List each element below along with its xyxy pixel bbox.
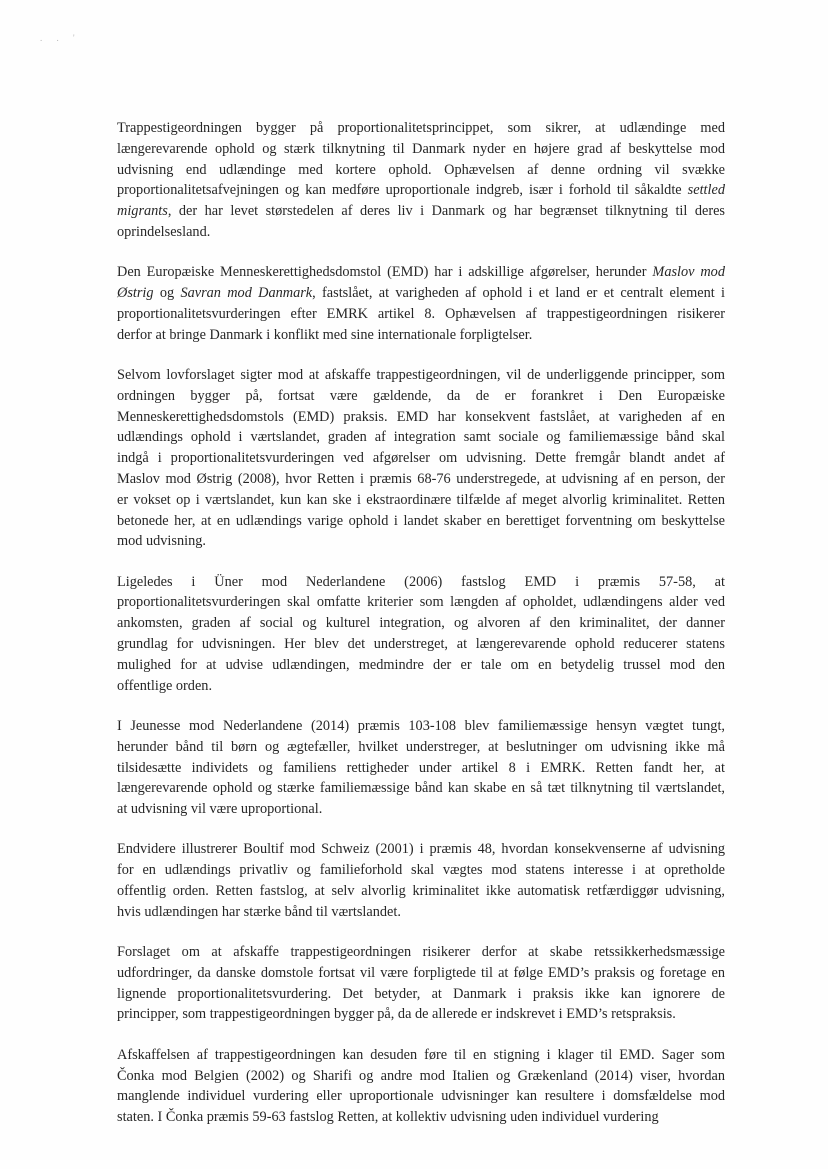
- text-segment: indgå i proportionalitetsvurderingen ved afgørelser om udvisning. Dette fremgår blandt andet af: [117, 450, 725, 467]
- text-segment: at udvisning vil være uproportional.: [117, 801, 323, 818]
- paragraph: [117, 1045, 725, 1128]
- text-line: [117, 963, 725, 984]
- text-line: [117, 592, 725, 613]
- text-segment: længerevarende ophold og stærk tilknytning til Danmark nyder en højere grad af beskyttelse mod: [117, 140, 725, 157]
- text-line: [117, 1107, 725, 1128]
- text-segment: proportionalitetsvurderingen efter EMRK artikel 8. Ophævelsen af trappestigeordningen risikerer: [117, 305, 725, 322]
- text-line: [117, 222, 725, 243]
- text-segment: derfor at bringe Danmark i konflikt med sine internationale forpligtelser.: [117, 326, 533, 343]
- text-line: [117, 304, 725, 325]
- text-segment: manglende individuel vurdering eller uproportionale udvisninger kan resultere i domsfældelse mod: [117, 1088, 725, 1105]
- text-segment: og: [153, 285, 181, 302]
- text-line: [117, 1004, 725, 1025]
- text-segment: mod udvisning.: [117, 533, 206, 550]
- text-segment: Den Europæiske Menneskerettighedsdomstol (EMD) har i adskillige afgørelser, herunder: [117, 264, 653, 281]
- text-segment: for en udlændings privatliv og familieforhold skal vægtes mod statens interesse i at opretholde: [117, 862, 725, 879]
- paragraph: [117, 572, 725, 697]
- text-line: [117, 139, 725, 160]
- scan-marks: . . ': [40, 33, 81, 43]
- text-line: [117, 860, 725, 881]
- text-line: [117, 160, 725, 181]
- text-segment: Čonka mod Belgien (2002) og Sharifi og andre mod Italien og Grækenland (2014) viser, hvordan: [117, 1067, 725, 1084]
- text-line: [117, 1045, 725, 1066]
- text-line: [117, 386, 725, 407]
- text-segment: offentlige orden.: [117, 677, 213, 694]
- text-line: [117, 839, 725, 860]
- text-line: [117, 902, 725, 923]
- text-segment: Trappestigeordningen bygger på proportionalitetsprincippet, som sikrer, at udlændinge med: [117, 120, 725, 136]
- text-line: [117, 634, 725, 655]
- text-line: [117, 262, 725, 283]
- text-line: [117, 737, 725, 758]
- text-segment: proportionalitetsafvejningen og kan medføre uproportionale indgreb, især i forhold til såkaldte: [117, 182, 688, 199]
- text-line: [117, 1086, 725, 1107]
- text-segment: udvisning end udlændinge med kortere ophold. Ophævelsen af denne ordning vil svække: [117, 161, 725, 178]
- text-line: [117, 984, 725, 1005]
- paragraph: [117, 262, 725, 345]
- text-segment: tilsidesætte individets og familiens rettigheder under artikel 8 i EMRK. Retten fandt her, at: [117, 759, 725, 776]
- text-segment: herunder bånd til børn og ægtefæller, hvilket understreger, at beslutninger om udvisning ikke må: [117, 738, 725, 755]
- text-segment: lignende proportionalitetsvurdering. Det betyder, at Danmark i praksis ikke kan ignorere de: [117, 985, 725, 1002]
- text-line: [117, 427, 725, 448]
- text-line: [117, 490, 725, 511]
- text-line: [117, 655, 725, 676]
- paragraph: [117, 118, 725, 243]
- text-line: [117, 942, 725, 963]
- text-segment: I Jeunesse mod Nederlandene (2014) præmis 103-108 blev familiemæssige hensyn vægtet tungt,: [117, 717, 725, 734]
- text-line: [117, 613, 725, 634]
- text-line: [117, 572, 725, 593]
- text-segment: er vokset op i værtslandet, kun kan ske i ekstraordinære tilfælde af meget alvorlig kriminalitet. Retten: [117, 491, 725, 508]
- text-line: [117, 365, 725, 386]
- text-segment: udfordringer, da danske domstole fortsat vil være forpligtede til at følge EMD’s praksis og foretage en: [117, 964, 725, 981]
- text-segment: grundlag for udvisningen. Her blev det understreget, at længerevarende ophold reducerer statens: [117, 636, 725, 653]
- text-segment: oprindelsesland.: [117, 223, 211, 240]
- text-line: [117, 531, 725, 552]
- text-line: [117, 716, 725, 737]
- text-segment: betonede her, at en udlændings varige ophold i landet skaber en berettiget forventning om beskyttelse: [117, 512, 725, 529]
- text-segment: Selvom lovforslaget sigter mod at afskaffe trappestigeordningen, vil de underliggende principper, som: [117, 366, 725, 383]
- paragraph: [117, 839, 725, 922]
- text-segment: proportionalitetsvurderingen skal omfatte kriterier som længden af opholdet, udlændingens alder ved: [117, 594, 725, 611]
- text-segment: ankomsten, graden af social og kulturel integration, og alvoren af den kriminalitet, der danner: [117, 615, 725, 632]
- text-segment: Maslov mod Østrig (2008), hvor Retten i præmis 68-76 understregede, at udvisning af en person, der: [117, 470, 725, 487]
- text-line: [117, 778, 725, 799]
- text-segment: , der har levet størstedelen af deres liv i Danmark og har begrænset tilknytning til deres: [167, 203, 725, 220]
- text-line: [117, 407, 725, 428]
- italic-text: Østrig: [117, 285, 154, 302]
- text-segment: længerevarende ophold og stærke familiemæssige bånd kan skabe en så tæt tilknytning til værtslandet,: [117, 780, 725, 797]
- text-segment: udlændings ophold i værtslandet, graden af integration samt sociale og familiemæssige bånd skal: [117, 429, 725, 446]
- text-segment: mulighed for at udvise udlændingen, medmindre der er tale om en betydelig trussel mod den: [117, 656, 725, 673]
- italic-text: migrants: [117, 203, 168, 220]
- text-line: [117, 511, 725, 532]
- text-segment: ordningen bygger på, fortsat være gældende, da de er forankret i Den Europæiske: [117, 387, 725, 404]
- paragraph: [117, 716, 725, 820]
- text-segment: Afskaffelsen af trappestigeordningen kan desuden føre til en stigning i klager til EMD. Sager som: [117, 1046, 725, 1063]
- text-line: [117, 118, 725, 139]
- paragraph: [117, 942, 725, 1025]
- text-line: [117, 180, 725, 201]
- text-line: [117, 325, 725, 346]
- italic-text: Maslov mod: [652, 264, 725, 281]
- paragraph: [117, 365, 725, 552]
- italic-text: Savran mod Danmark: [180, 285, 313, 302]
- text-segment: offentlig orden. Retten fastslog, at selv alvorlig kriminalitet ikke automatisk retfærdiggør udvisning,: [117, 883, 725, 899]
- text-segment: staten. I Čonka præmis 59-63 fastslog Retten, at kollektiv udvisning uden individuel vurdering: [117, 1109, 659, 1126]
- text-line: [117, 758, 725, 779]
- text-segment: Forslaget om at afskaffe trappestigeordningen risikerer derfor at skabe retssikkerhedsmæssige: [117, 944, 725, 961]
- text-line: [117, 469, 725, 490]
- text-line: [117, 881, 725, 902]
- text-line: [117, 283, 725, 304]
- text-segment: hvis udlændingen har stærke bånd til værtslandet.: [117, 903, 401, 920]
- text-segment: principper, som trappestigeordningen bygger på, da de allerede er indskrevet i EMD’s retspraksis.: [117, 1006, 676, 1023]
- text-line: [117, 1066, 725, 1087]
- text-line: [117, 201, 725, 222]
- text-line: [117, 676, 725, 697]
- italic-text: settled: [687, 182, 725, 199]
- text-segment: , fastslået, at varigheden af ophold i et land er et centralt element i: [312, 285, 725, 302]
- text-segment: Menneskerettighedsdomstols (EMD) praksis. EMD har konsekvent fastslået, at varigheden af en: [117, 408, 725, 425]
- text-segment: Ligeledes i Üner mod Nederlandene (2006) fastslog EMD i præmis 57-58, at: [117, 573, 725, 590]
- text-line: [117, 799, 725, 820]
- text-line: [117, 448, 725, 469]
- document-body: [117, 118, 725, 1128]
- text-segment: Endvidere illustrerer Boultif mod Schweiz (2001) i præmis 48, hvordan konsekvenserne af udvisning: [117, 841, 725, 858]
